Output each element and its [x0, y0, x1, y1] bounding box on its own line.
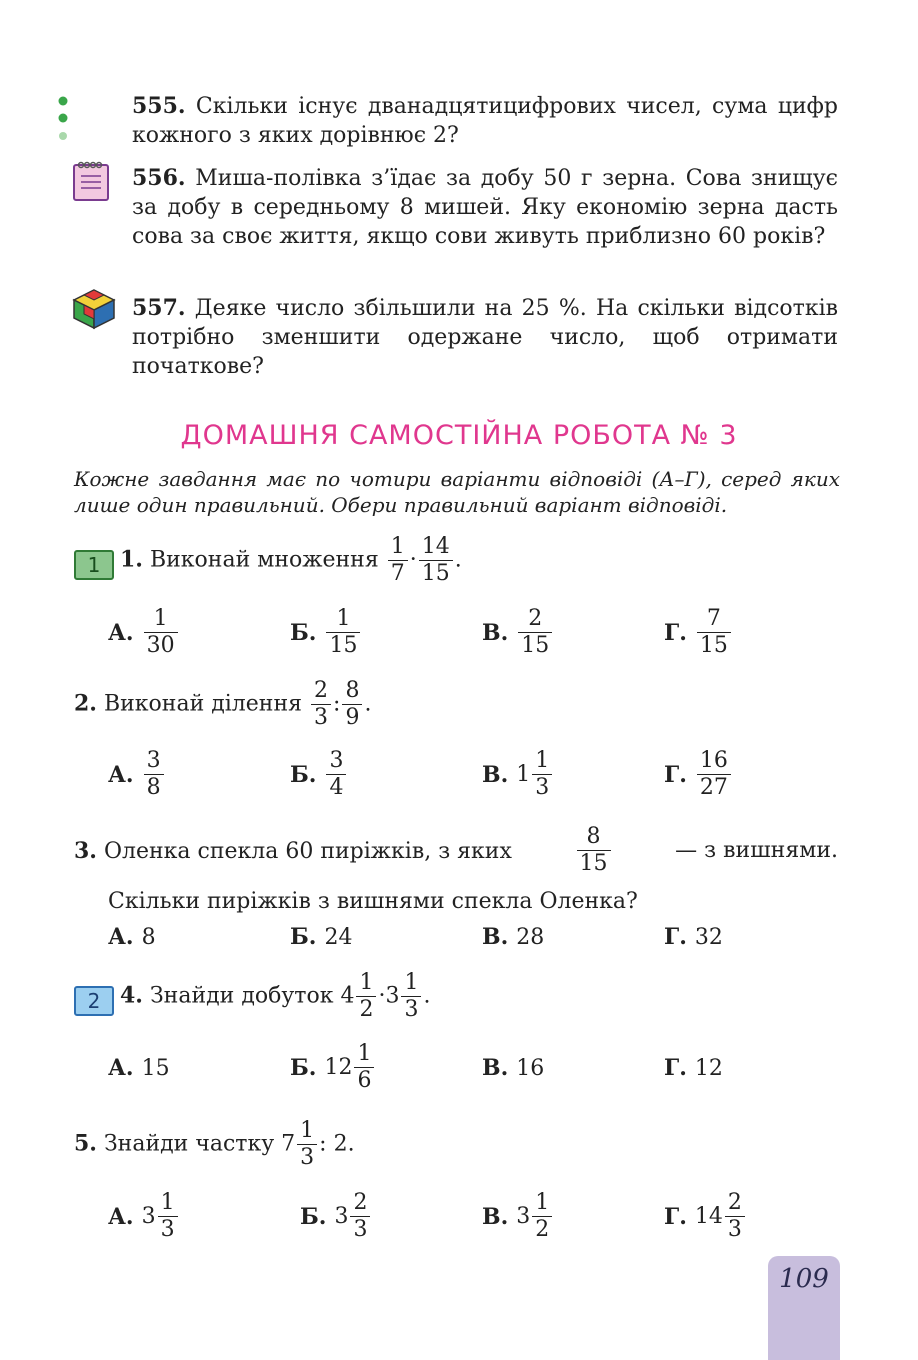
problem-555 [132, 92, 838, 150]
option-a[interactable]: А. $\frac{1}{30}$ [108, 606, 180, 659]
option-a[interactable]: А. 15 [108, 1055, 170, 1081]
option-v[interactable]: В. 16 [482, 1055, 545, 1081]
problem-number: 556. [132, 165, 186, 191]
option-b[interactable]: Б. $\frac{3}{4}$ [290, 748, 348, 801]
option-h[interactable]: Г. $\frac{16}{27}$ [664, 748, 733, 801]
difficulty-dots-icon [56, 94, 70, 146]
fraction: $\frac{1}{3}$ [401, 970, 421, 1023]
option-h[interactable]: Г. $\frac{7}{15}$ [664, 606, 733, 659]
fraction: $\frac{1}{7}$ [388, 534, 408, 587]
notebook-icon [72, 160, 110, 202]
problem-text: Деяке число збільшили на 25 %. На скільки відсотків потрібно зменшити одержане число, щоб отримати початкове? [132, 296, 838, 379]
task-number: 3. [74, 837, 97, 864]
task-4: 4. Знайди добуток 4 $\frac{1}{2}$ ·3 $\frac{1}{3}$ . [120, 970, 431, 1022]
section-title: ДОМАШНЯ САМОСТІЙНА РОБОТА № 3 [180, 420, 738, 451]
option-b[interactable]: Б. 3 $\frac{2}{3}$ [300, 1190, 372, 1243]
level-2-badge: 2 [74, 986, 114, 1016]
instructions: Кожне завдання має по чотири варіанти відповіді (А–Г), серед яких лише один правильний. Обери правильний варіант відповіді. [74, 467, 840, 517]
task-text: Виконай множення [149, 547, 379, 573]
task-2: 2. Виконай ділення $\frac{2}{3}$ : $\frac{8}{9}$ . [74, 678, 372, 730]
problem-text: Скільки існує дванадцятицифрових чисел, сума цифр кожного з яких дорівнює 2? [132, 94, 838, 148]
task-1: 1. Виконай множення $\frac{1}{7}$ · $\frac{14}{15}$ . [120, 534, 462, 586]
fraction: $\frac{8}{9}$ [342, 678, 362, 731]
problem-number: 557. [132, 295, 186, 321]
option-v[interactable]: В. 28 [482, 924, 545, 950]
fraction: $\frac{2}{3}$ [311, 678, 331, 731]
task-3 [74, 824, 838, 877]
problem-number: 555. [132, 93, 186, 119]
task-number: 5. [74, 1130, 97, 1157]
option-b[interactable]: Б. $\frac{1}{15}$ [290, 606, 362, 659]
problem-text: Миша-полівка з’їдає за добу 50 г зерна. Сова знищує за добу в середньому 8 мишей. Яку економію зерна дасть сова за своє життя, якщо сови живуть приблизно 60 років? [132, 166, 839, 249]
fraction: $\frac{8}{15}$ [577, 824, 611, 877]
task-text: Знайди добуток [149, 983, 334, 1009]
puzzle-cube-icon [72, 288, 116, 330]
task-number: 1. [120, 546, 143, 573]
fraction: $\frac{14}{15}$ [419, 534, 453, 587]
option-a[interactable]: А. 8 [108, 924, 156, 950]
option-h[interactable]: Г. 32 [664, 924, 723, 950]
problem-557 [132, 294, 838, 381]
option-a[interactable]: А. 3 $\frac{1}{3}$ [108, 1190, 180, 1243]
fraction: $\frac{1}{3}$ [297, 1118, 317, 1171]
option-h[interactable]: Г. 14 $\frac{2}{3}$ [664, 1190, 747, 1243]
option-v[interactable]: В. $\frac{2}{15}$ [482, 606, 554, 659]
level-1-badge: 1 [74, 550, 114, 580]
task-text: Оленка спекла 60 пиріжків, з яких [103, 838, 512, 864]
option-b[interactable]: Б. 24 [290, 924, 353, 950]
option-b[interactable]: Б. 12 $\frac{1}{6}$ [290, 1041, 376, 1094]
task-number: 2. [74, 690, 97, 717]
page-number: 109 [779, 1264, 829, 1294]
option-v[interactable]: В. 3 $\frac{1}{2}$ [482, 1190, 554, 1243]
task-text: Виконай ділення [103, 691, 303, 717]
problem-556 [132, 164, 838, 251]
task-text: Знайди частку [103, 1131, 275, 1157]
option-v[interactable]: В. 1 $\frac{1}{3}$ [482, 748, 554, 801]
fraction: $\frac{1}{2}$ [356, 970, 376, 1023]
task-text: — з вишнями. [675, 838, 838, 863]
option-h[interactable]: Г. 12 [664, 1055, 723, 1081]
task-3-question: Скільки пиріжків з вишнями спекла Оленка? [108, 889, 638, 914]
option-a[interactable]: А. $\frac{3}{8}$ [108, 748, 166, 801]
task-5: 5. Знайди частку 7 $\frac{1}{3}$ : 2. [74, 1118, 355, 1170]
task-number: 4. [120, 982, 143, 1009]
